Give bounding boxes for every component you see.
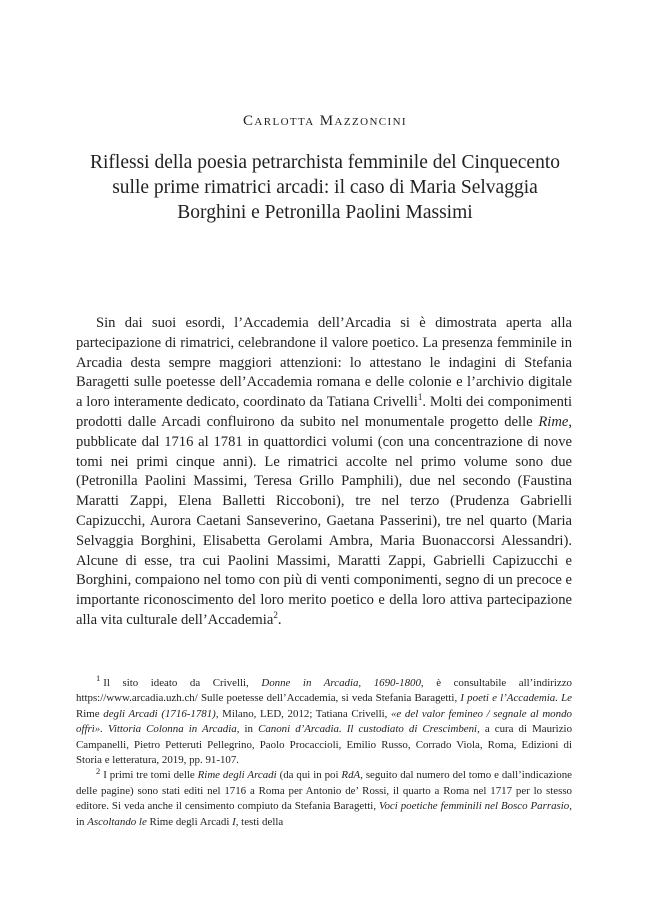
- footnote-ref-2: 2: [273, 610, 278, 621]
- footnote-text: (da qui in poi: [276, 769, 342, 782]
- footnote-text: , a cura di Maurizio Campanelli, Pietro Petteruti Pellegrino, Paolo Procaccioli, Emilio Russo, Corrado Viola, Roma, Edizioni di Storia e letteratura, 2019, pp. 91-107.: [76, 723, 573, 767]
- footnote-italic: Ascoltando le: [87, 815, 147, 828]
- footnote-italic: Voci poetiche femminili nel Bosco Parrasio: [379, 800, 570, 813]
- footnote-italic: RdA: [341, 769, 361, 782]
- body-text-segment: , pubblicate dal 1716 al 1781 in quattordici volumi (con una concentrazione di nove tomi nei primi cinque anni). Le rimatrici accolte nel primo volume sono due (Petronilla Paolini Massimi, Teresa Grillo Pamphili), due nel secondo (Faustina Maratti Zappi, Elena Balletti Riccoboni), tre nel terzo (Prudenza Gabrielli Capizucchi, Aurora Caetani Sanseverino, Gaetana Passerini), tre nel quarto (Maria Selvaggia Borghini, Elisabetta Gerolami Ambra, Maria Buonaccorsi Alessandri). Alcune di esse, tra cui Paolini Massimi, Maratti Zappi, Gabrielli Capizucchi e Borghini, compaiono nel tomo con più di venti componimenti, segno di un precoce e importante riconoscimento del loro merito poetico e della loro attiva partecipazione alla vita culturale dell’Accademia: [76, 413, 572, 628]
- footnote-text: , è consultabile all’indirizzo https://www.arcadia.uzh.ch/ Sulle poetesse dell’Accademia, si veda Stefania Baragetti,: [76, 677, 572, 705]
- body-paragraph: [76, 314, 572, 631]
- footnote-text: , seguito dal numero del tomo e dall’indicazione delle pagine) sono stati editi nel 1716 a Roma per Antonio de’ Rossi, il quarto a Roma nel 1717 per lo stesso editore. Si veda anche il censimento compiuto da Stefania Baragetti,: [76, 769, 572, 813]
- footnote-mark: 2: [96, 765, 101, 776]
- footnote-text: , in: [236, 723, 259, 736]
- body-text: [76, 314, 572, 631]
- article-title: [78, 150, 572, 225]
- body-text-segment: . Molti dei componimenti prodotti dalle Arcadi confluirono da subito nel monumentale progetto delle: [76, 394, 572, 430]
- footnote-1: [76, 673, 573, 768]
- footnote-italic: I poeti e l’Accademia. Le: [460, 692, 572, 705]
- footnote-italic: degli Arcadi (1716-1781): [103, 707, 216, 720]
- title-line: sulle prime rimatrici arcadi: il caso di Maria Selvaggia: [112, 177, 538, 198]
- footnote-text: , in: [76, 800, 572, 828]
- footnote-text: I primi tre tomi delle: [103, 769, 198, 782]
- footnote-text: Rime: [76, 707, 104, 720]
- footnote-italic: «e del valor femineo / segnale al mondo offrì». Vittoria Colonna in Arcadia: [76, 707, 572, 736]
- footnote-italic: Rime degli Arcadi: [197, 769, 277, 782]
- footnote-2: [76, 765, 572, 830]
- body-text-segment: Sin dai suoi esordi, l’Accademia dell’Arcadia si è dimostrata aperta alla partecipazione di rimatrici, celebrandone il valore poetico. La presenza femminile in Arcadia desta sempre maggiori attenzioni: lo attestano le indagini di Stefania Baragetti sulle poetesse dell’Accademia romana e delle colonie e l’archivio digitale a loro interamente dedicato, coordinato da Tatiana Crivelli: [76, 315, 572, 411]
- footnote-ref-1: 1: [417, 392, 423, 403]
- footnote-italic: Donne in Arcadia, 1690-1800: [261, 677, 421, 689]
- footnote-text: Il sito ideato da Crivelli,: [103, 677, 262, 689]
- footnotes: [76, 673, 573, 830]
- footnote-mark: 1: [96, 673, 101, 684]
- footnote-italic: I: [232, 815, 236, 828]
- italic-title-rime: Rime: [538, 413, 569, 430]
- body-text-segment: .: [277, 611, 282, 628]
- author-name: Carlotta Mazzoncini: [242, 113, 407, 129]
- title-line: Riflessi della poesia petrarchista femminile del Cinquecento: [89, 152, 561, 173]
- title-line: Borghini e Petronilla Paolini Massimi: [177, 202, 473, 223]
- footnote-italic: Canoni d’Arcadia. Il custodiato di Crescimbeni: [258, 723, 478, 736]
- footnote-text: Rime degli Arcadi: [146, 815, 233, 828]
- footnote-text: , testi della: [235, 815, 284, 828]
- footnote-text: , Milano, LED, 2012; Tatiana Crivelli,: [215, 707, 391, 720]
